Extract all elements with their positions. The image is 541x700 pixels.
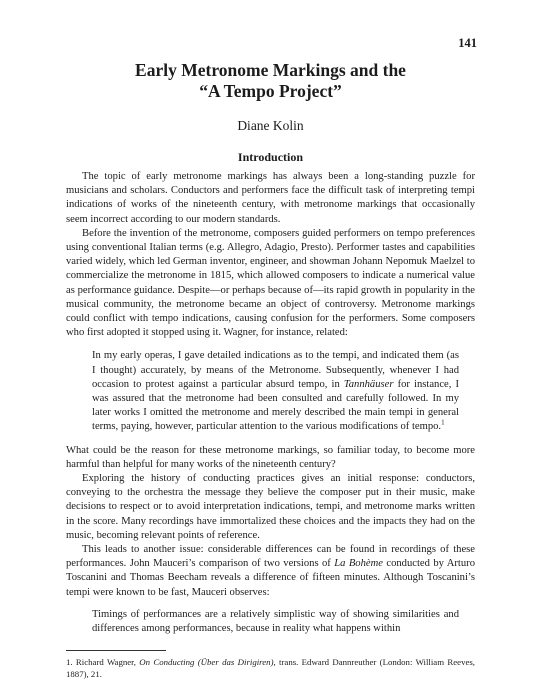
para5-text-a: This leads to another issue: considerable differences can be found in recordings of these performances. John Mauceri’s comparison of two versions of: [66, 544, 475, 570]
author-name: Diane Kolin: [237, 118, 304, 133]
paragraph-4: Exploring the history of conducting practices gives an initial response: conductors, conveying to the orchestra the message they believe the composer put in their music, make decisions to respect or to avoid interpretation indications, tempi, and metronome marks written in the score. Many recordings have immortalized these choices and the impacts they had on the music, becoming relevant points of reference.: [66, 473, 475, 541]
title-line-2: “A Tempo Project”: [199, 81, 342, 101]
quote1-text-b: for instance, I was assured that the metronome had been consulted and carefully followed. In my later works I omitted the metronome and merely described the main tempi in general terms, paying, however, particular attention to the various modifications of tempo.: [92, 378, 459, 433]
paragraph-1: The topic of early metronome markings has always been a long-standing puzzle for musicians and scholars. Conductors and performers face the difficult task of interpreting tempi indications of works of the nineteenth century, with metronome markings that occasionally seem incorrect according to our modern standards.: [66, 171, 475, 225]
paragraph-5: [66, 543, 475, 600]
footnote-text-b: , trans. Edward Dannreuther (London: William Reeves, 1887), 21.: [66, 657, 475, 679]
para5-italic-title: La Bohème: [334, 558, 383, 570]
quote1-italic-title: Tannhäuser: [343, 378, 394, 390]
article-title: [0, 60, 541, 102]
paragraph-3: What could be the reason for these metronome markings, so familiar today, to become more harmful than helpful for many works of the nineteenth century?: [66, 444, 475, 470]
footnote-divider: [66, 650, 166, 651]
quote1-text-a: In my early operas, I gave detailed indications as to the tempi, and indicated them (as I thought) accurately, by means of the Metronome. Subsequently, whenever I had occasion to protest against a particular absurd tempo, in: [92, 350, 459, 390]
footnote-marker: 1: [441, 418, 445, 427]
paragraph-2: Before the invention of the metronome, composers guided performers on tempo preferences using conventional Italian terms (e.g. Allegro, Adagio, Presto). Performer tastes and capabilities varied widely, which led German inventor, engineer, and showman Johann Nepomuk Maelzel to commercialize the metronome in 1815, which allowed composers to indicate a numerical value as performance guidance. Despite—or perhaps because of—its rapid growth in popularity in the musical community, the metronome became an object of controversy. Metronome markings could conflict with tempo indications, causing confusion for the performers. Some composers who first adopted it stopped using it. Wagner, for instance, related:: [66, 227, 475, 339]
footnote-italic-title: On Conducting (Über das Dirigiren): [139, 657, 274, 667]
footnote-text-a: 1. Richard Wagner,: [66, 657, 140, 667]
section-heading: Introduction: [237, 150, 304, 164]
block-quote-wagner: [92, 349, 459, 434]
page-number: 141: [458, 36, 477, 50]
block-quote-mauceri: Timings of performances are a relatively simplistic way of showing similarities and differences among performances, because in reality what happens within: [92, 608, 459, 635]
para5-text-b: conducted by Arturo Toscanini and Thomas Beecham reveals a difference of fifteen minutes. Although Toscanini’s tempi were known to be fast, Mauceri observes:: [66, 558, 475, 598]
footnote-1: [66, 656, 475, 680]
article-body: [66, 170, 475, 644]
title-line-1: Early Metronome Markings and the: [135, 60, 406, 80]
